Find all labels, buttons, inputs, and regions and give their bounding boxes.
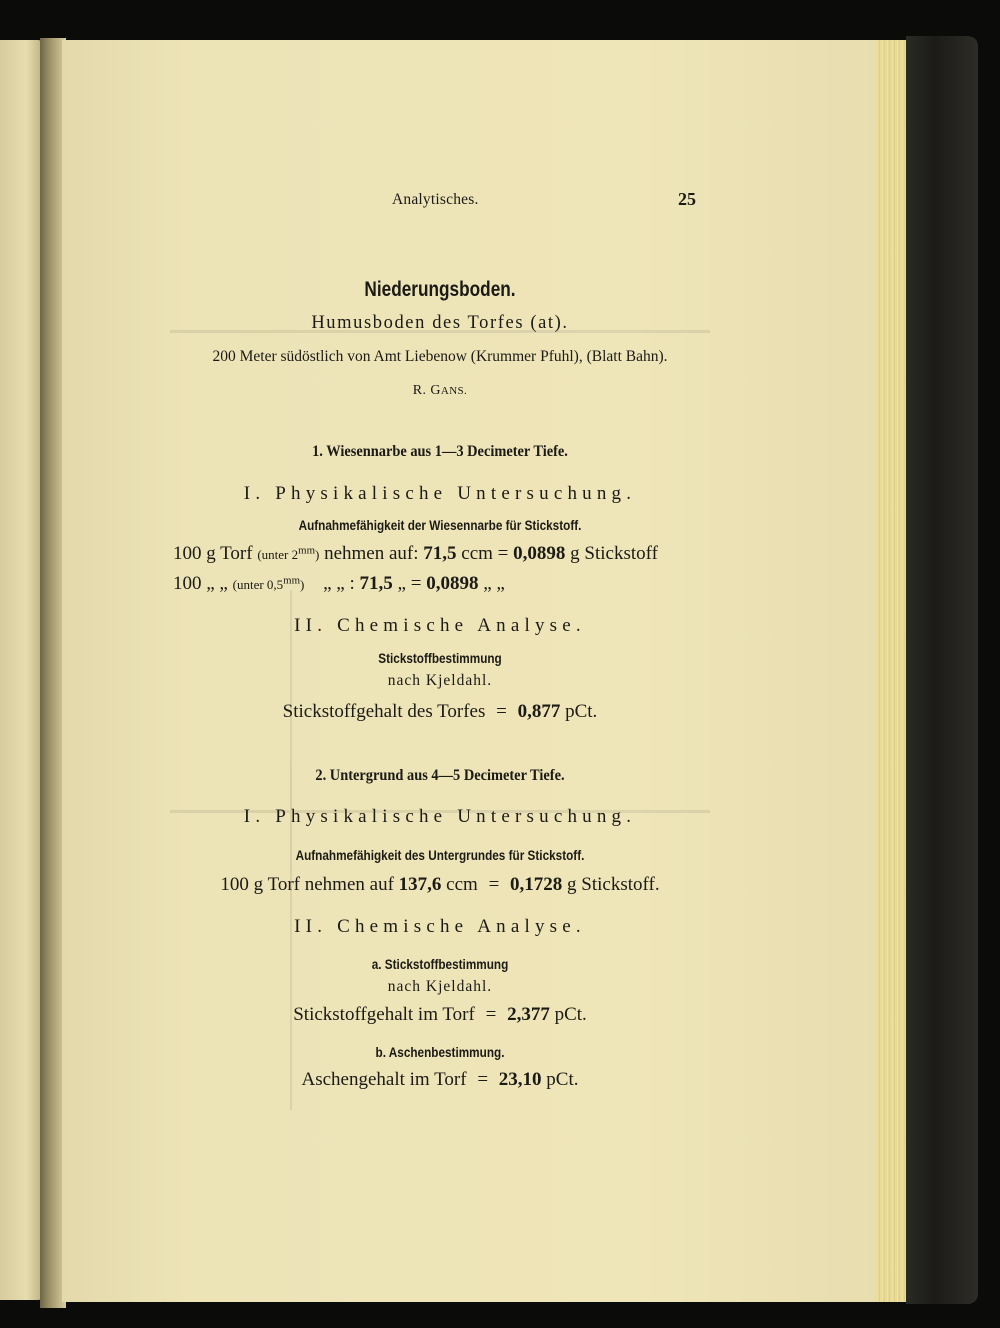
nitrogen-result-2: [0, 1004, 880, 1026]
result-value: 23,10: [498, 1069, 542, 1090]
grain-size-close: ): [300, 577, 305, 592]
result-unit: pCt.: [546, 1069, 579, 1090]
section-heading-1: 1. Wiesennarbe aus 1—3 Decimeter Tiefe.: [312, 443, 568, 460]
author-name-rest: ANS.: [440, 385, 468, 397]
equals-sign: =: [496, 701, 507, 722]
running-header: Analytisches.: [392, 191, 479, 208]
ccm-value: 71,5: [359, 573, 393, 594]
ditto-marks: „ „ :: [323, 573, 355, 594]
chemical-heading-2: II. Chemische Analyse.: [294, 916, 586, 937]
sample-amount: 100 „ „: [173, 573, 228, 594]
grain-size-close: ): [315, 547, 320, 562]
equals-sign: =: [477, 1069, 489, 1090]
absorption-heading-2: Aufnahmefähigkeit des Untergrundes für Stickstoff.: [295, 847, 585, 863]
author-initial: R. G: [412, 383, 441, 398]
nitrogen-result-1: [0, 701, 880, 723]
sample-text: 100 g Torf nehmen auf: [220, 874, 394, 895]
nitrogen-unit: g Stickstoff.: [567, 874, 660, 895]
nitrogen-value: 0,0898: [426, 573, 479, 594]
grain-size-text: (unter 0,5: [232, 577, 284, 592]
equals-sign: =: [485, 1004, 497, 1025]
result-label: Stickstoffgehalt des Torfes: [282, 701, 486, 722]
method-line-2: nach Kjeldahl.: [387, 978, 493, 995]
book-page: [62, 40, 882, 1302]
measurement-row-3: [0, 874, 880, 896]
nitrogen-unit: g Stickstoff: [570, 543, 658, 564]
measurement-row-2: [173, 573, 505, 595]
page-edges: [876, 40, 908, 1302]
book-cover: [906, 36, 978, 1304]
nitrogen-determination-heading-1: Stickstoffbestimmung: [378, 650, 502, 666]
ash-result: [0, 1069, 880, 1091]
sample-amount: 100 g Torf: [173, 543, 253, 564]
result-label: Stickstoffgehalt im Torf: [293, 1004, 475, 1025]
result-unit: pCt.: [554, 1004, 587, 1025]
measurement-row-1: [173, 543, 658, 565]
subtitle: Humusboden des Torfes (at).: [311, 313, 569, 333]
grain-size: [232, 574, 305, 592]
equals-sign: =: [488, 874, 500, 895]
nitrogen-ditto: „ „: [483, 573, 505, 594]
method-line-1: nach Kjeldahl.: [387, 672, 493, 689]
grain-size: [257, 544, 320, 562]
grain-size-text: (unter 2: [257, 547, 299, 562]
grain-size-unit: mm: [298, 544, 315, 557]
result-value: 0,877: [517, 701, 561, 722]
nitrogen-value: 0,0898: [513, 543, 566, 564]
result-value: 2,377: [507, 1004, 550, 1025]
ccm-unit: ccm: [446, 874, 478, 895]
ash-determination-heading: b. Aschenbestimmung.: [375, 1044, 505, 1060]
section-heading-2: 2. Untergrund aus 4—5 Decimeter Tiefe.: [315, 767, 565, 784]
ccm-value: 137,6: [398, 874, 442, 895]
page-title: Niederungsboden.: [364, 278, 516, 301]
facing-page-edge: [0, 40, 44, 1300]
result-label: Aschengehalt im Torf: [301, 1069, 467, 1090]
ccm-ditto: „ =: [397, 573, 422, 594]
result-unit: pCt.: [565, 701, 598, 722]
nitrogen-value: 0,1728: [510, 874, 563, 895]
ccm-value: 71,5: [423, 543, 457, 564]
author-line: [0, 383, 880, 399]
physical-heading-1: I. Physikalische Untersuchung.: [243, 483, 637, 504]
verb-text: nehmen auf:: [324, 543, 419, 564]
location-line: 200 Meter südöstlich von Amt Liebenow (Krummer Pfuhl), (Blatt Bahn).: [212, 348, 668, 365]
grain-size-unit: mm: [283, 574, 301, 587]
chemical-heading-1: II. Chemische Analyse.: [294, 615, 586, 636]
physical-heading-2: I. Physikalische Untersuchung.: [243, 806, 637, 827]
absorption-heading-1: Aufnahmefähigkeit der Wiesennarbe für Stickstoff.: [298, 517, 582, 533]
nitrogen-determination-heading-2: a. Stickstoffbestimmung: [371, 956, 509, 972]
page-number: 25: [678, 189, 696, 209]
ccm-unit: ccm =: [461, 543, 509, 564]
